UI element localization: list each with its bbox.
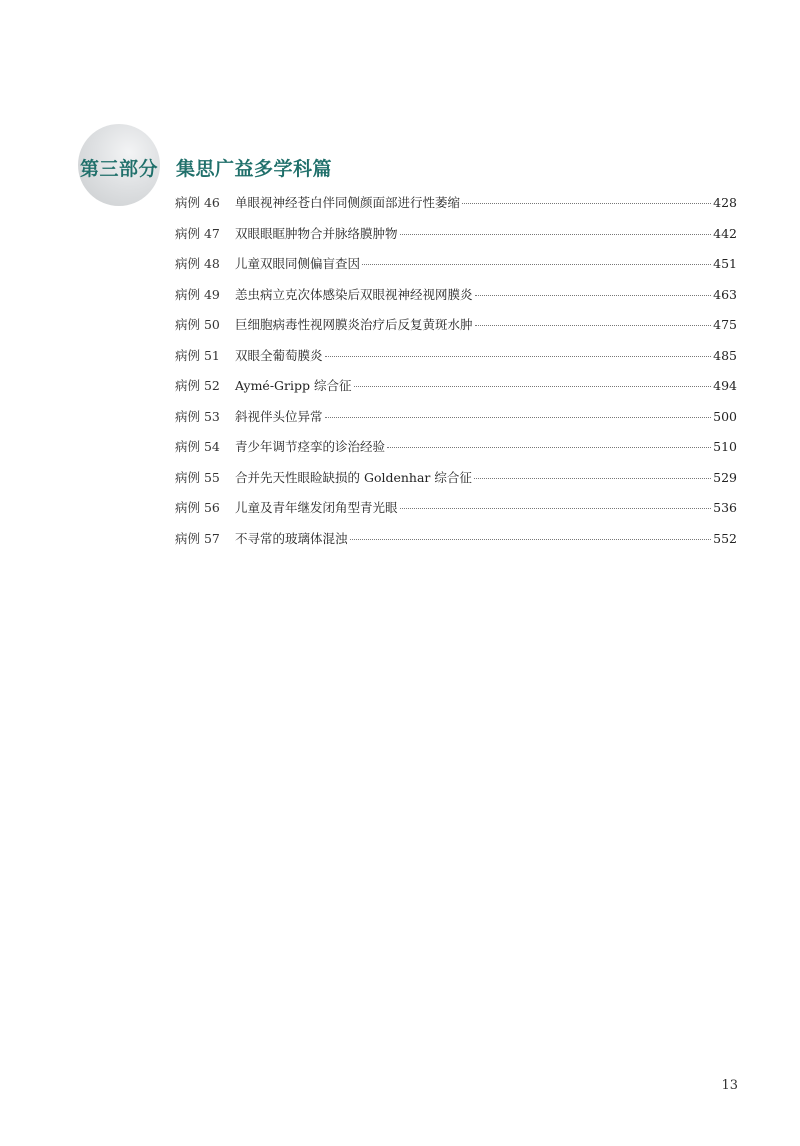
toc-entry[interactable] — [175, 408, 737, 439]
toc-leader-dots — [400, 508, 712, 509]
toc-entry-title: 双眼眼眶肿物合并脉络膜肿物 — [235, 225, 398, 241]
toc-entry[interactable] — [175, 499, 737, 530]
section-header — [78, 124, 718, 204]
toc-page-number: 552 — [713, 530, 737, 546]
toc-leader-dots — [354, 386, 712, 387]
toc-entry[interactable] — [175, 347, 737, 378]
toc-case-number: 病例 47 — [175, 225, 220, 241]
toc-entry-title: 青少年调节痉挛的诊治经验 — [235, 439, 386, 454]
toc-page-number: 442 — [713, 225, 737, 241]
toc-leader-dots — [325, 417, 712, 418]
toc-entry[interactable] — [175, 438, 737, 469]
toc-leader-dots — [400, 234, 712, 235]
toc-case-number: 病例 52 — [175, 378, 220, 393]
toc-page-number: 500 — [713, 408, 737, 424]
toc-page-number: 463 — [713, 286, 737, 302]
toc-entry[interactable] — [175, 225, 737, 256]
toc-case-number: 病例 46 — [175, 195, 220, 210]
toc-leader-dots — [462, 203, 711, 204]
toc-leader-dots — [362, 264, 711, 265]
toc-page-number: 536 — [713, 500, 737, 515]
toc-case-number: 病例 56 — [175, 500, 220, 515]
toc-entry[interactable] — [175, 469, 737, 500]
toc-entry[interactable] — [175, 255, 737, 286]
toc-entry-title: 恙虫病立克次体感染后双眼视神经视网膜炎 — [235, 286, 473, 302]
toc-page-number: 485 — [713, 347, 737, 363]
section-part-label: 第三部分 — [80, 158, 159, 180]
toc-leader-dots — [475, 325, 712, 326]
toc-page-number: 475 — [713, 317, 737, 332]
toc-leader-dots — [325, 356, 712, 357]
toc-leader-dots — [350, 539, 712, 540]
toc-entry[interactable] — [175, 377, 737, 408]
toc-entry[interactable] — [175, 286, 737, 317]
toc-entry-title: 不寻常的玻璃体混浊 — [235, 530, 348, 546]
toc-leader-dots — [474, 478, 711, 479]
toc-entry-title: 儿童及青年继发闭角型青光眼 — [235, 500, 398, 515]
toc-leader-dots — [475, 295, 712, 296]
table-of-contents — [175, 194, 737, 560]
toc-page-number: 529 — [713, 469, 737, 485]
toc-entry-title: 合并先天性眼睑缺损的 Goldenhar 综合征 — [235, 469, 472, 485]
toc-page-number: 451 — [713, 256, 737, 271]
toc-entry-title: 单眼视神经苍白伴同侧颜面部进行性萎缩 — [235, 195, 461, 210]
toc-entry-title: 斜视伴头位异常 — [235, 408, 323, 424]
toc-entry-title: 双眼全葡萄膜炎 — [235, 347, 323, 363]
toc-case-number: 病例 57 — [175, 530, 220, 546]
toc-case-number: 病例 49 — [175, 286, 220, 302]
toc-entry-title: 巨细胞病毒性视网膜炎治疗后反复黄斑水肿 — [235, 317, 473, 332]
toc-entry[interactable] — [175, 194, 737, 225]
toc-entry-title: 儿童双眼同侧偏盲查因 — [235, 256, 361, 271]
toc-page-number: 510 — [713, 439, 737, 454]
toc-leader-dots — [387, 447, 711, 448]
toc-entry-title: Aymé-Gripp 综合征 — [235, 378, 352, 393]
toc-case-number: 病例 54 — [175, 439, 220, 454]
toc-page-number: 428 — [713, 195, 737, 210]
toc-case-number: 病例 53 — [175, 408, 220, 424]
toc-case-number: 病例 50 — [175, 317, 220, 332]
section-title: 集思广益多学科篇 — [176, 158, 333, 180]
toc-case-number: 病例 55 — [175, 469, 220, 485]
page-number: 13 — [721, 1078, 738, 1093]
toc-entry[interactable] — [175, 316, 737, 347]
toc-case-number: 病例 48 — [175, 256, 220, 271]
toc-case-number: 病例 51 — [175, 347, 220, 363]
toc-page-number: 494 — [713, 378, 737, 393]
toc-entry[interactable] — [175, 530, 737, 561]
